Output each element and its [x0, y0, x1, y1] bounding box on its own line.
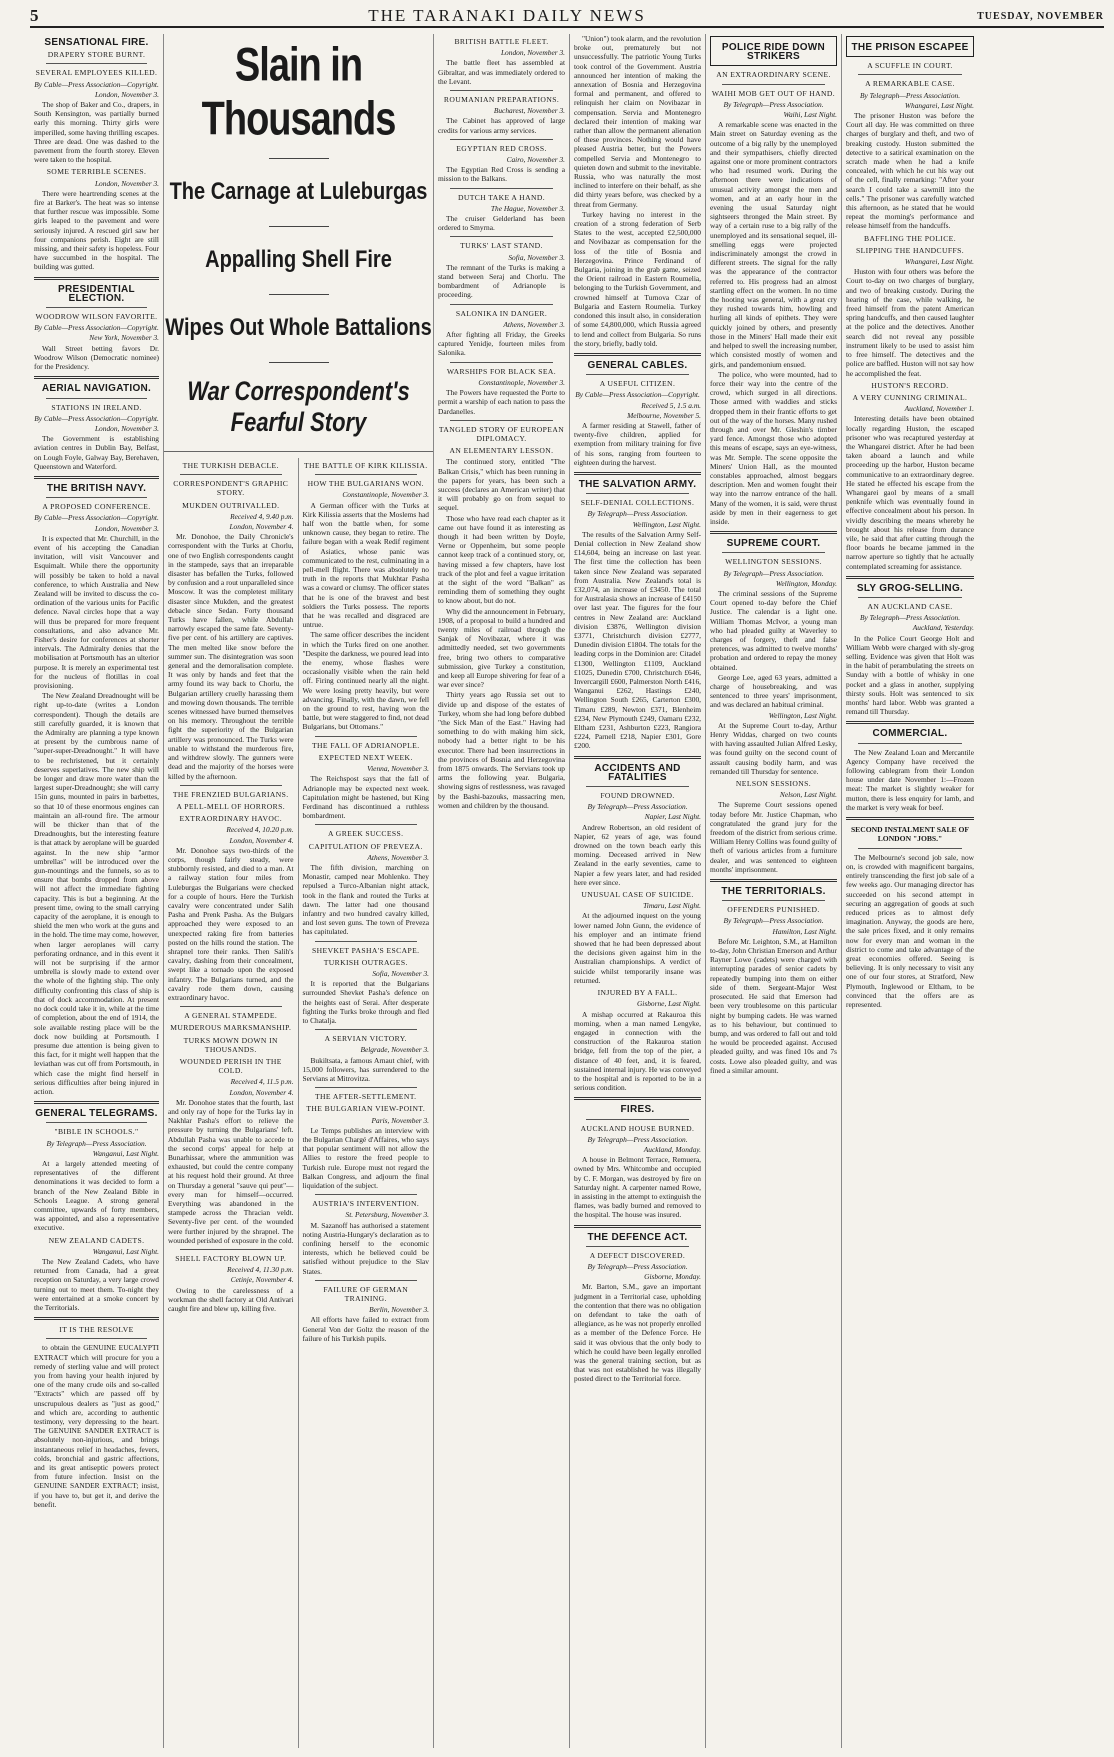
- byline: By Telegraph—Press Association.: [723, 99, 824, 109]
- dateline: Sofia, November 3.: [372, 968, 429, 978]
- article-paragraph: A mishap occurred at Rakauroa this morning, when a man named Lengyke, engaged in connection with the construction of the Rakauroa station bridge, fell from the top of the pier, a distance of 40 feet, and, it is feared, sustained internal injury. He was conveyed to the hospital and is reported to be in a serious condition.: [574, 1009, 701, 1093]
- subhead: MUKDEN OUTRIVALLED.: [182, 500, 280, 510]
- divider: [34, 277, 159, 280]
- subhead: TURKS MOWN DOWN IN THOUSANDS.: [183, 1035, 278, 1054]
- dateline: New York, November 3.: [89, 333, 159, 343]
- dateline: Melbourne, November 5.: [627, 410, 701, 420]
- subhead: THE TURKISH DEBACLE.: [182, 461, 279, 470]
- divider: [46, 1122, 147, 1123]
- byline: By Telegraph—Press Association.: [587, 1261, 688, 1271]
- article-paragraph: Mr. Barton, S.M., gave an important judgment in a Territorial case, upholding the contention that there was no obligation on defendant to take the oath of allegiance, as he was not properly enrolled as a member of the Defence Force. He said it was obvious that the only body to which he could have been legally enrolled was the general training section, but as that was not established he was illegally posted direct to the Territorial force.: [574, 1282, 701, 1384]
- paper-title: THE TARANAKI DAILY NEWS: [368, 6, 646, 25]
- headline: GENERAL TELEGRAMS.: [35, 1108, 158, 1120]
- column-6: [706, 34, 842, 1748]
- advert-text: The Melbourne's second job sale, now on, is crowded with magnificent bargains, entirely transcending the first job sale of a few weeks ago. Our managing director has succeeded on his second attempt in securing an aggregation of goods at such reduced prices as to almost defy imagination. Anyway, the goods are here, the sale prices fixed, and it only remains now for every man and woman in the district to come and take advantage of the great economies offered. Seeing is believing. It is only necessary to visit any one of our four stores, at Stratford, New Plymouth, Inglewood or Eltham, to be convinced that the offers are as represented.: [846, 852, 974, 1010]
- dateline: Auckland, November 1.: [904, 404, 974, 414]
- dateline: Belgrade, November 3.: [360, 1045, 429, 1055]
- page-date: TUESDAY, NOVEMBER: [977, 10, 1104, 22]
- column-5: [570, 34, 706, 1748]
- subhead: INJURED BY A FALL.: [597, 988, 678, 998]
- subhead: SLIPPING THE HANDCUFFS.: [855, 245, 964, 255]
- banner-subhead: The Carnage at Luleburgas: [169, 178, 428, 206]
- divider: [34, 1101, 159, 1104]
- dateline: Nelson, Last Night.: [779, 790, 837, 800]
- article-paragraph: Owing to the carelessness of a workman the shell factory at Old Antivari caught fire and blew up, killing five.: [168, 1285, 294, 1314]
- byline: By Telegraph—Press Association.: [587, 1134, 688, 1144]
- divider: [586, 493, 689, 494]
- article-paragraph: Before Mr. Leighton, S.M., at Hamilton to-day, John Christian Emerson and Arthur Rayner Lowe (cadets) were charged with interrupting parades of senior cadets by repeatedly bumping into them on either side of them. Sergeant-Major West prosecuted. He said that Emerson had been very troublesome on this particular night by bumping cadets. He was warned as to his behaviour, but continued to bump, and was ordered to fall out and told he would be proceeded against. Accused pleaded guilty, and was fined 10s and 7s costs. Lowe also pleaded guilty, and was fined a similar amount.: [710, 936, 837, 1075]
- article-paragraph: Bukiltsata, a famous Arnaut chief, with 15,000 followers, has surrendered to the Servians at Mitrovitza.: [302, 1055, 429, 1083]
- byline: By Cable—Press Association—Copyright.: [34, 413, 159, 423]
- dateline: Received 4, 9.40 p.m.: [230, 511, 294, 521]
- dateline: Gisborne, Monday.: [644, 1272, 701, 1282]
- subhead: A GREEK SUCCESS.: [328, 829, 404, 839]
- subhead: HUSTON'S RECORD.: [871, 380, 949, 390]
- article-paragraph: The remnant of the Turks is making a stand between Seraj and Chorlu. The bombardment of Adrianople is proceeding.: [438, 262, 565, 300]
- article-paragraph: A farmer residing at Stawell, father of twenty-five children, applied for exemption from military training for five of his sons, ranging from fourteen to eighteen during the harvest.: [574, 420, 701, 467]
- subhead: EXTRAORDINARY HAVOC.: [179, 814, 282, 824]
- divider: [315, 1087, 418, 1088]
- divider: [180, 1249, 282, 1250]
- divider: [846, 817, 974, 820]
- subhead: AN ELEMENTARY LESSON.: [449, 446, 554, 456]
- headline: THE PRISON ESCAPEE: [851, 42, 969, 53]
- subhead: THE AFTER-SETTLEMENT.: [315, 1092, 417, 1102]
- advert-text: to obtain the GENUINE EUCALYPTI EXTRACT which will procure for you a remedy of sterling value and will protect you from having your health injured by one of the many crude oils and so-called "Extracts" which are passed off by unscrupulous dealers as "just as good," and which are, according to authentic testimony, very depressing to the heart. The GENUINE SANDER EXTRACT is absolutely non-injurious, and brings instantaneous relief in headaches, fevers, colds, bronchial and gastric affections, and its great antiseptic powers protect from future infection. Insist on the GENUINE SANDER EXTRACT; insist, if you have to, but get it, and derive the benefit.: [34, 1343, 159, 1509]
- article-paragraph: The Cabinet has approved of large credits for various army services.: [438, 116, 565, 135]
- dateline: Timaru, Last Night.: [643, 901, 701, 911]
- subhead: NELSON SESSIONS.: [735, 779, 812, 789]
- article-paragraph: The Egyptian Red Cross is sending a mission to the Balkans.: [438, 165, 565, 184]
- subhead: A GENERAL STAMPEDE.: [184, 1011, 278, 1021]
- subhead: CORRESPONDENT'S GRAPHIC STORY.: [173, 479, 289, 498]
- dateline: Received 4, 11.30 p.m.: [226, 1265, 294, 1275]
- divider: [574, 353, 701, 356]
- subhead: EXPECTED NEXT WEEK.: [318, 752, 413, 762]
- masthead: [30, 6, 1104, 28]
- article-paragraph: The police, who were mounted, had to force their way into the centre of the crowd, which surged in all directions. Those armed with waddies and sticks dropped them in their frantic efforts to get out of the way of the horses. Many rushed through and over Mr. Gleshin's timber yard fence. Amongst those who adopted this means of escape, says an eye-witness, was Mr. Semple. The scene opposite the Miners' Union Hall, as the mounted constables approached, almost beggars description. Men and women fought their way into the narrow entrance of the hall. Many of the women, it is said, were thrust aside by men in their eagerness to get inside.: [710, 369, 837, 526]
- dateline: London, November 3.: [500, 48, 565, 58]
- subhead: THE FRENZIED BULGARIANS.: [172, 789, 289, 799]
- dateline: Hamilton, Last Night.: [772, 926, 837, 936]
- banner-subcolumns: [164, 458, 433, 1748]
- divider: [34, 476, 159, 479]
- headline: SUPREME COURT.: [726, 538, 821, 550]
- subhead: BRITISH BATTLE FLEET.: [454, 37, 549, 46]
- subhead: EGYPTIAN RED CROSS.: [456, 143, 547, 153]
- dateline: Whangarei, Last Night.: [904, 257, 974, 267]
- divider: [450, 420, 553, 421]
- byline: By Telegraph—Press Association.: [723, 916, 824, 926]
- banner-headline: Slain in Thousands: [201, 39, 396, 146]
- dateline: Gisborne, Last Night.: [636, 999, 701, 1009]
- article-paragraph: The battle fleet has assembled at Gibraltar, and was immediately ordered to the Levant.: [438, 58, 565, 86]
- byline: By Telegraph—Press Association.: [859, 613, 961, 623]
- divider: [34, 376, 159, 379]
- subhead: A REMARKABLE CASE.: [865, 79, 955, 89]
- divider: [586, 1246, 689, 1247]
- article-paragraph: The New Zealand Dreadnought will be right up-to-date (writes a London correspondent). Though the details are still carefully guarded, it is known that the Admiralty are planning a type known at present by the cumbrous name of "super-super-Dreadnought." It will have to be rechristened, but it certainly deserves superlatives. The new ship will be longer and draw more water than the largest super-Dreadnought; she will carry 15in guns, mounted in pairs in barbettes, so that 10 of these enormous engines can maintain an all-round fire. The armour will be thicker than that of the Dreadnoughts, but the interesting feature is that attack by aeroplane will be guarded against. In the new ship "armor umbrellas" will be introduced over the gun-mountings and the funnels, so as to ensure that bombs dropped from above will not affect the immediate fighting capacity. This is but a beginning. At the present time, owing to the small carrying capacity of the aeroplane, it is enough to shield the men who work at the guns and in the hold. The time may come, however, when larger aeroplanes will carry perforating ordnance, and in this event it will not be surprising if the armor umbrella is slowly made to extend over the whole of the fighting ship. The only difficulty confronting this class of ship is that of dock accommodation. At present no dock could take it in, while at the time of completion, about the end of 1914, the sole available resting place will be the dock now building at Portsmouth. I presume due attention is being given to this fact, for it might well happen that the leviathan was cut off from Portsmouth, in which case the might find herself in serious difficulties after being injured in action.: [34, 691, 159, 1096]
- dateline: Auckland, Yesterday.: [912, 623, 974, 633]
- divider: [586, 786, 689, 787]
- article-paragraph: The shop of Baker and Co., drapers, in South Kensington, was partially burned early this morning. Thirty girls were imperilled, some having thrilling escapes. Three are dead. One was dashed to the pavement from the fourth storey. Eleven were taken to the hospital.: [34, 100, 159, 165]
- subhead: A PELL-MELL OF HORRORS.: [176, 801, 285, 811]
- divider: [269, 362, 329, 363]
- article-paragraph: Why did the announcement in February, 1908, of a proposal to build a hundred and twenty miles of railroad through the Sanjak of Novibazar, where it was admittedly needed, set two governments free, bring two others to comparative submission, give Turkey a constitution, and keep all Europe shivering for fear of a war ever since?: [438, 606, 565, 690]
- divider: [722, 900, 825, 901]
- article-paragraph: A remarkable scene was enacted in the Main street on Saturday evening as the outcome of a big rally by the unemployed and their sympathisers, chiefly directed against one or more prominent contractors who had resumed work. During the afternoon there were indications of unusual activity amongst the men and women, and at an early hour in the evening the usual Saturday night sightseers thronged the Main street. By way of a certain ruse to a big rally of the unemployed and its sensational sequel, ill-smelling eggs were projected indiscriminately amongst the crowd in different streets. The signal for the rally was the appearance of the contractor referred to. His progress had an almost startling effect on the women. In no time the hooting was general, with a great cry they rushed towards him, howling and hurling all kinds of epithets. They were quickly joined by others, and presently those in the Miners' Hall made their exit and helped to swell the increasing number, which consisted mostly of women and girls, and pandemonium ensued.: [710, 120, 837, 369]
- divider: [574, 1225, 701, 1228]
- article-paragraph: The criminal sessions of the Supreme Court opened to-day before the Chief Justice. The calendar is a light one. William Thomas McIvor, a young man who had pleaded guilty at Waverley to charges of forgery, theft and false pretences, was admitted to twelve months' probation and ordered to repay the money obtained.: [710, 588, 837, 672]
- subhead: SHEVKET PASHA'S ESCAPE.: [312, 945, 420, 955]
- divider: [315, 1194, 418, 1195]
- article-paragraph: Thirty years ago Russia set out to divide up and dispose of the estates of Turkey, whom she had long before dubbed "the Sick Man of the East." Having had something to do with making him sick, nobody had a better right to be his executor. There had been insurrections in the provinces of Bosnia and Herzegovina from 1875 onwards. The Servians took up arms the following year. Bulgaria, showing signs of restlessness, was ravaged by the Bashi-bazouks, massacring men, women and children by the thousand.: [438, 690, 565, 810]
- page-number: 5: [30, 6, 39, 25]
- subhead: DUTCH TAKE A HAND.: [457, 192, 546, 202]
- divider: [46, 307, 147, 308]
- divider: [315, 474, 418, 475]
- subhead: TURKISH OUTRAGES.: [323, 957, 408, 967]
- article-paragraph: Wall Street betting favors Dr. Woodrow Wilson (Democratic nominee) for the Presidency.: [34, 343, 159, 372]
- article-paragraph: The results of the Salvation Army Self-Denial collection in New Zealand show £14,604, being an increase on last year. The first time the collection has been taken since New Zealand was separated from Australia. New Zealand's total is £32,074, an increase of £3450. The total for Australasia shows an increase of £4150 over last year. The figures for the four centres in New Zealand are: Auckland division £3876, Wellington division £3771, Christchurch division £2777, Dunedin division £1804. The totals for the leading corps in the Dominion are: Citadel £1300, Wellington £1109, Auckland £1025, Dunedin £700, Christchurch £646, Invercargill £600, Palmerston North £416, Wanganui £262, Hastings £240, Wellington South £265, Carterton £300, Timaru £289, Newton £371, Blenheim £234, New Plymouth £249, Oamaru £232, Eltham £231, Ashburton £223, Rangiora £224, Parnell £218, Napier £301, Gore £200.: [574, 529, 701, 751]
- headline: POLICE RIDE DOWN STRIKERS: [721, 42, 826, 63]
- subhead: THE BATTLE OF KIRK KILISSIA.: [303, 461, 428, 470]
- dateline: Athens, November 3.: [367, 852, 429, 862]
- headline: PRESIDENTIAL ELECTION.: [58, 283, 135, 304]
- subhead: AUSTRIA'S INTERVENTION.: [312, 1199, 420, 1209]
- banner-subhead: Wipes Out Whole Battalions: [165, 314, 432, 342]
- divider: [846, 721, 974, 724]
- divider: [315, 736, 418, 737]
- headline: THE SALVATION ARMY.: [578, 478, 697, 490]
- article-paragraph: The same officer describes the incident in which the Turks fired on one another. "Despite the darkness, we poured lead into the enemy, whose flashes were occasionally visible when the rain held off. Firing continued nearly all the night. We were losing pretty heavily, but were advancing. Finally, with the dawn, we fell on the ground to rest, having won the battle, but were staggered to find, not dead Bulgarians, but Ottomans.": [302, 630, 429, 732]
- subhead: SOME TERRIBLE SCENES.: [46, 167, 147, 177]
- subhead: WOUNDED PERISH IN THE COLD.: [179, 1056, 282, 1076]
- byline: By Telegraph—Press Association.: [859, 90, 961, 100]
- divider: [269, 158, 329, 159]
- dateline: Sofia, November 3.: [508, 252, 565, 262]
- divider: [858, 597, 962, 598]
- article-paragraph: Mr. Donohoe states that the fourth, last and only ray of hope for the Turks lay in Nakhlar Pasha's effort to relieve the pressure by turning the Bulgarians' left. Abdullah Pasha was unable to accede to the second corps' appeal for help at Bunarhissar, where the ammunition was exhausted, but could the centre company at his request hold their ground. At three on Thursday a general "sauve qui peut"—every man for himself—occurred. Everything was abandoned in the stampede across the Thracian veldt. Seventy-five per cent. of the wounded were further injured by the shrapnel. The wounded perished of exposure in the cold.: [168, 1097, 294, 1245]
- dateline: Cetinje, November 4.: [230, 1275, 294, 1285]
- dateline: Wellington, Last Night.: [632, 519, 701, 529]
- byline: By Cable—Press Association—Copyright.: [575, 390, 700, 400]
- article-paragraph: Those who have read each chapter as it came out have found it as interesting as though it had been written by Doyle, Verne or Oppenheim, but some people cannot keep track of a continued story, or, having missed a few chapters, have lost track of the plot and feel a vague irritation at the sight of the word "Balkan" as reminding them of something they ought to know about, but do not.: [438, 513, 565, 606]
- divider: [315, 1280, 418, 1281]
- headline: AERIAL NAVIGATION.: [41, 383, 152, 395]
- dateline: Athens, November 3.: [503, 319, 565, 329]
- dateline: Napier, Last Night.: [644, 812, 701, 822]
- dateline: St. Petersburg, November 3.: [345, 1210, 429, 1220]
- headline: COMMERCIAL.: [872, 728, 948, 740]
- article-paragraph: Turkey having no interest in the creation of a strong federation of Serb States to the west, accepted £2,500,000 and Novibazar as compensation for the loss of the title of Bosnia and Herzegovina. Prince Ferdinand of Bulgaria, joining in the grab game, seized the Orient railroad in Eastern Roumelia, belonging to the Turkish Government, and crowned himself at Turnova Czar of Bulgaria and Eastern Roumelia. Turkey condoned this insult also, in consideration of some £4,800,000, which Russia agreed to lend and collect from Bulgaria. So runs the story, briefly, badly told.: [574, 209, 701, 348]
- subhead: AUCKLAND HOUSE BURNED.: [580, 1123, 695, 1133]
- article-paragraph: The cruiser Gelderland has been ordered to Smyrna.: [438, 214, 565, 233]
- headline: FIRES.: [620, 1104, 655, 1116]
- divider: [180, 785, 282, 786]
- byline: By Telegraph—Press Association.: [587, 509, 688, 519]
- column-1: [30, 34, 164, 1748]
- dateline: Received 4, 11.5 p.m.: [230, 1077, 294, 1087]
- dateline: Whangarei, Last Night.: [904, 100, 974, 110]
- dateline: London, November 3.: [94, 523, 159, 533]
- headline: THE BRITISH NAVY.: [46, 482, 147, 494]
- divider: [858, 74, 962, 75]
- divider: [858, 848, 962, 849]
- subhead: NEW ZEALAND CADETS.: [48, 1235, 145, 1245]
- main-banner: [164, 34, 433, 452]
- article-paragraph: A German officer with the Turks at Kirk Kilissia asserts that the Moslems had half won the battle when, for some unknown cause, they began to retire. The failure began with a weak Redif regiment of Asiatics, whose panic was communicated to the rest, culminating in a pell-mell flight. There was absolutely no truth in the reports that Mukhtar Pasha was a coward or clumsy. The officer states that he is one of the bravest and best soldiers the Turks possess. The reports that he was recalled and disgraced are untrue.: [302, 500, 429, 630]
- article-paragraph: The prisoner Huston was before the Court all day. He was committed on three charges of burglary and theft, and two of breaking custody. Huston submitted the detective to a satirical examination on the scratch made when he had a knife concealed, with which he cut his way out of the cell, finally remarking: "After your search I could take a sawmill into the cells." The prisoner was carefully watched this afternoon, as he stated that he would repeat the morning's performance and release himself from the handcuffs.: [846, 111, 974, 231]
- dateline: Auckland, Monday.: [643, 1144, 701, 1154]
- subhead: SALONIKA IN DANGER.: [455, 308, 548, 318]
- divider: [450, 362, 553, 363]
- article-paragraph: The Reichspost says that the fall of Adrianople may be expected next week. Capitulation might be hastened, but King Ferdinand has discontinued a ruthless bombardment.: [302, 774, 429, 821]
- divider: [315, 1029, 418, 1030]
- subhead: UNUSUAL CASE OF SUICIDE.: [581, 890, 694, 900]
- divider: [315, 824, 418, 825]
- byline: By Telegraph—Press Association.: [46, 1138, 147, 1148]
- divider: [586, 374, 689, 375]
- subhead: AN EXTRAORDINARY SCENE.: [716, 70, 831, 80]
- divider: [574, 472, 701, 475]
- columns: [30, 34, 1104, 1748]
- divider: [574, 1097, 701, 1100]
- divider: [450, 304, 553, 305]
- dateline: London, November 4.: [229, 835, 294, 845]
- subhead: SEVERAL EMPLOYEES KILLED.: [35, 68, 158, 78]
- divider: [450, 139, 553, 140]
- article-paragraph: After fighting all Friday, the Greeks captured Yenidje, fourteen miles from Salonika.: [438, 330, 565, 358]
- banner-subhead: War Correspondent's Fearful Story: [187, 375, 410, 437]
- subhead: TANGLED STORY OF EUROPEAN DIPLOMACY.: [438, 424, 565, 443]
- divider: [46, 1338, 147, 1339]
- article-paragraph: It is reported that the Bulgarians surrounded Shevket Pasha's defence on the heights east of Serai. After desperate fighting the Turks broke through and fled to Chatalja.: [302, 979, 429, 1025]
- article-paragraph: The New Zealand Loan and Mercantile Agency Company have received the following cablegram from their London house under date November 1:—Frozen meat: The market is slightly weaker for mutton, there is less enquiry for lamb, and the market is very weak for beef.: [846, 747, 974, 812]
- article-paragraph: The New Zealand Cadets, who have returned from Canada, had a great reception on Saturday, a very large crowd turning out to meet them. To-night they were entertained at a smoke concert by the Territorials.: [34, 1256, 159, 1312]
- divider: [450, 236, 553, 237]
- subhead: ROUMANIAN PREPARATIONS.: [443, 95, 560, 105]
- headline: SENSATIONAL FIRE.: [44, 37, 149, 48]
- column-4: [434, 34, 570, 1748]
- dateline: London, November 3.: [94, 178, 159, 188]
- subhead: A SCUFFLE IN COURT.: [867, 61, 953, 71]
- headline-box: [846, 36, 974, 57]
- subhead: MURDEROUS MARKSMANSHIP.: [170, 1023, 292, 1033]
- divider: [180, 474, 282, 475]
- dateline: Received 5, 1.5 a.m.: [641, 400, 701, 410]
- divider: [180, 1006, 282, 1007]
- article-paragraph: Huston with four others was before the Court to-day on two charges of burglary, and two of breaking custody. During the hearing of the case, while walking, he freed himself from the patent American spring handcuffs, and then caused laughter at the police and the detectives. Another search did not reveal any possible instrument likely to be used to assist him to free himself. The detectives and the police are baffled. Huston will not say how he accomplished the feat.: [846, 267, 974, 378]
- advert-heading: SECOND INSTALMENT SALE OF LONDON "JOBS.": [850, 825, 970, 844]
- divider: [450, 188, 553, 189]
- article-paragraph: The fifth division, marching on Monastir, camped near Mohlenko. They repulsed a Turco-Albanian night attack, took in the flank and routed the Turks at dawn. The latter had one thousand infantry and two hundred cavalry killed, and lost seven guns. The town of Preveza has capitulated.: [302, 862, 429, 937]
- dateline: Wanganui, Last Night.: [92, 1246, 159, 1256]
- article-paragraph: Andrew Robertson, an old resident of Napier, 62 years of age, was found drowned on the town beach early this morning. Deceased arrived in New Zealand in the early seventies, came to Napier a few years later, and had resided here ever since.: [574, 822, 701, 887]
- divider: [574, 756, 701, 759]
- article-paragraph: At a largely attended meeting of representatives of the different denominations it was decided to form a branch of the New Zealand Bible in Schools League. A strong general committee, upwards of forty members, was appointed, and also a representative executive.: [34, 1158, 159, 1233]
- article-paragraph: The Government is establishing aviation centres in Dublin Bay, Belfast, on Lough Foyle, Galway Bay, Berehaven, Queenstown and Waterford.: [34, 434, 159, 471]
- dateline: Wanganui, Last Night.: [92, 1148, 159, 1158]
- headline: THE DEFENCE ACT.: [587, 1231, 688, 1243]
- byline: By Telegraph—Press Association.: [723, 568, 824, 578]
- advert-heading: IT IS THE RESOLVE: [59, 1325, 134, 1335]
- headline: SLY GROG-SELLING.: [856, 582, 964, 594]
- article-paragraph: Interesting details have been obtained locally regarding Huston, the escaped prisoner who was recaptured yesterday at the Whangarei district. After he had been taken aboard a launch and while proceeding up the harbor, Huston became communicative to an extraordinary degree. He stated he effected his escape from the Whangarei gaol by means of a small penknife which was eventually found in effective concealment about his person. In vividly describing the means whereby he brought about his release from durance vile, he said that after cutting through the floor boards he became jammed in the narrow aperture so tightly that he actually contemplated screaming for assistance.: [846, 414, 974, 571]
- divider: [710, 531, 837, 534]
- divider: [269, 226, 329, 227]
- dateline: London, November 3.: [94, 89, 159, 99]
- subhead: AN AUCKLAND CASE.: [867, 601, 953, 611]
- subhead: A PROPOSED CONFERENCE.: [42, 502, 151, 512]
- subhead: A SERVIAN VICTORY.: [324, 1034, 407, 1044]
- subhead: STATIONS IN IRELAND.: [51, 402, 142, 412]
- divider: [722, 84, 825, 85]
- subhead: WARSHIPS FOR BLACK SEA.: [446, 366, 557, 376]
- subhead: THE BULGARIAN VIEW-POINT.: [306, 1104, 426, 1114]
- subhead: CAPITULATION OF PREVEZA.: [308, 841, 423, 851]
- subhead: A DEFECT DISCOVERED.: [589, 1250, 686, 1260]
- subhead: FAILURE OF GERMAN TRAINING.: [323, 1284, 409, 1304]
- subhead: TURKS' LAST STAND.: [460, 241, 543, 251]
- subhead: BAFFLING THE POLICE.: [863, 233, 957, 243]
- subhead: FOUND DROWNED.: [600, 791, 675, 801]
- dateline: Bucharest, November 3.: [493, 106, 565, 116]
- subhead: DRAPERY STORE BURNT.: [47, 50, 146, 60]
- article-paragraph: It is expected that Mr. Churchill, in the event of his accepting the Canadian invitation, will visit Vancouver and Esquimalt. While there the opportunity will possibly be taken to hold a naval conference, to which Australia and New Zealand will be invited to discuss the co-ordination of the various units for Pacific defence. Naval circles hope that a way will thus be prepared for more frequent consultations, and also advance Mr. Fisher's desire for conferences at shorter intervals. The Admiralty denies that the mobilisation at Portsmouth has an ulterior purpose. It is merely an experimental test for the nucleus of flotillas in coal provisioning.: [34, 533, 159, 690]
- divider: [46, 398, 147, 399]
- byline: By Cable—Press Association—Copyright.: [34, 513, 159, 523]
- article-paragraph: The Powers have requested the Porte to permit a warship of each nation to pass the Dardanelles.: [438, 388, 565, 416]
- dateline: Paris, November 3.: [371, 1115, 429, 1125]
- subhead: WOODROW WILSON FAVORITE.: [35, 312, 158, 322]
- divider: [586, 1119, 689, 1120]
- article-paragraph: Le Temps publishes an interview with the Bulgarian Chargé d'Affaires, who says that popular sentiment will not allow the Allies to restore the freed people to Turkish rule. Europe must not regard the Balkan Congress, and adjourn the final liquidation of the subject.: [302, 1125, 429, 1191]
- subhead: OFFENDERS PUNISHED.: [727, 905, 820, 915]
- divider: [710, 879, 837, 882]
- byline: By Cable—Press Association—Copyright.: [34, 323, 159, 333]
- article-paragraph: The Supreme Court sessions opened today before Mr. Justice Chapman, who congratulated the grand jury for the freedom of the district from serious crime. William Henry Collins was found guilty of theft of various articles from a furniture dealer, and was sentenced to eighteen months' imprisonment.: [710, 800, 837, 874]
- article-paragraph: At the adjourned inquest on the young lower named John Gunn, the evidence of his employer and an intimate friend showed that he had been depressed about the decisions given against him in the Australian championships. A verdict of suicide whilst temporarily insane was returned.: [574, 911, 701, 985]
- subhead: A VERY CUNNING CRIMINAL.: [852, 392, 968, 402]
- divider: [46, 497, 147, 498]
- dateline: Constantinople, November 3.: [342, 490, 429, 500]
- column-2: [164, 458, 299, 1748]
- banner-section: [164, 34, 434, 1748]
- article-paragraph: Mr. Donohoe, the Daily Chronicle's correspondent with the Turks at Chorlu, one of two English correspondents caught in the stampede, says that an irreparable disaster has befallen the Turks, followed by confusion and a rout unparalleled since Moscow. It was the completest military disaster since Mukden, and the greatest debacle since Sedan. Forty thousand Turks have fallen, while Abdullah narrowly escaped the same fate. Seventy-five per cent. of his artillery are captives. The men melted like snow before the summer sun. The disintegration was soon general and the demoralisation complete. It was only by hands and feet that the army found its way back to Chorlu, the Bulgarian artillery cruelly harassing them and mowing down thousands. The terrible scenes witnessed have burned themselves on his memory. Throughout the terrible fight the superiority of the Bulgarian artillery was pronounced. The Turks were unable to withstand the murderous fire, and withdrew slowly. The gunners were dead and the majority of the horses were killed by the afternoon.: [168, 532, 294, 781]
- divider: [846, 576, 974, 579]
- dateline: The Hague, November 3.: [490, 203, 565, 213]
- banner-subhead: Appalling Shell Fire: [205, 246, 392, 274]
- subhead: "BIBLE IN SCHOOLS.": [54, 1127, 139, 1137]
- article-paragraph: A house in Belmont Terrace, Remuera, owned by Mrs. Whitcombe and occupied by C. F. Morgan, was destroyed by fire on Saturday night. A carpenter named Rowe, in assisting in the attempt to extinguish the flames, was badly burned and removed to the hospital. The house was insured.: [574, 1155, 701, 1220]
- headline: THE TERRITORIALS.: [721, 886, 826, 898]
- dateline: Received 4, 10.20 p.m.: [226, 825, 294, 835]
- subhead: WAIHI MOB GET OUT OF HAND.: [711, 88, 836, 98]
- article-paragraph: "Union") took alarm, and the revolution broke out, prematurely but not unsuccessfully. The patriotic Young Turks took control of the Government. Austria announced her intention of making the annexation of Bosnia and Herzegovina formal and permanent, and offered to relinquish her claim on Novibazar in compensation. Servia and Montenegro declared their intention of making war rather than allow the permanent alienation of these provinces. Nothing would have pleased Austria better, but the Powers compelled Servia and Montenegro to quieten down and submit to the inevitable. Russia, who was naturally the most inclined to interfere on their behalf, as she did thirty years before, was checked by a threat from Germany.: [574, 34, 701, 209]
- dateline: Constantinople, November 3.: [478, 377, 565, 387]
- byline: By Telegraph—Press Association.: [587, 802, 688, 812]
- dateline: Vienna, November 3.: [367, 764, 429, 774]
- column-7: [842, 34, 978, 1748]
- article-paragraph: The continued story, entitled "The Balkan Crisis," which has been running in the papers for years, has been such a success (declares an American writer) that it will probably go on from sequel to sequel.: [438, 457, 565, 513]
- article-paragraph: George Lee, aged 63 years, admitted a charge of housebreaking, and was sentenced to three years' imprisonment, and was declared an habitual criminal.: [710, 672, 837, 710]
- subhead: THE FALL OF ADRIANOPLE.: [312, 740, 420, 750]
- subhead: HOW THE BULGARIANS WON.: [307, 479, 424, 489]
- dateline: Wellington, Monday.: [775, 578, 837, 588]
- article-paragraph: In the Police Court George Holt and William Webb were charged with sly-grog selling. Evidence was given that Holt was in the habit of perambulating the streets on Sunday with a bottle of whisky in one pocket and a glass in another, supplying thirsty souls. Holt was sentenced to six months' hard labor. Webb was granted a remand till Thursday.: [846, 633, 974, 717]
- dateline: London, November 3.: [94, 423, 159, 433]
- article-paragraph: At the Supreme Court to-day, Arthur Henry Widdas, charged on two counts with having assaulted Julian Alfred Lesky, was found guilty on the second count of assault causing bodily harm, and was remanded till Thursday for sentence.: [710, 720, 837, 776]
- article-paragraph: There were heartrending scenes at the fire at Barker's. The heat was so intense that further rescue was impossible. Some girls leaped to the pavement and were seriously injured. A rescued girl saw her four companions perish. Eight are still missing, and their safety is hopeless. Four have succumbed in the hospital. The building was gutted.: [34, 188, 159, 272]
- divider: [450, 90, 553, 91]
- dateline: London, November 4.: [229, 522, 294, 532]
- divider: [34, 1317, 159, 1320]
- dateline: Cairo, November 3.: [506, 155, 565, 165]
- byline: By Cable—Press Association—Copyright.: [34, 79, 159, 89]
- divider: [269, 294, 329, 295]
- article-paragraph: Mr. Donohoe says two-thirds of the corps, though fairly steady, were stubbornly resisted, and died to a man. At a railway station four miles from Luleburgas the Bulgarians were checked for a couple of hours. Here the Turkish cavalry were concentrated under Salih Pasha and Prenk Pasha. As the Bulgars approached they were exposed to an unexpected raking fire from batteries posted on the hills round the station. The shrapnel tore their ranks. Then Salih's cavalry, dashing from their concealment, swept like a tornado upon the exposed infantry. The Bulgarians turned, and the cavalry rode them down, causing extraordinary havoc.: [168, 845, 294, 1002]
- subhead: A USEFUL CITIZEN.: [599, 379, 676, 389]
- divider: [315, 941, 418, 942]
- headline: ACCIDENTS AND FATALITIES: [594, 762, 681, 783]
- column-3: [299, 458, 434, 1748]
- dateline: Waihi, Last Night.: [783, 110, 837, 120]
- dateline: London, November 4.: [229, 1087, 294, 1097]
- subhead: SHELL FACTORY BLOWN UP.: [175, 1254, 287, 1264]
- headline-box: [710, 36, 837, 66]
- divider: [722, 552, 825, 553]
- subhead: SELF-DENIAL COLLECTIONS.: [580, 498, 695, 508]
- subhead: WELLINGTON SESSIONS.: [725, 557, 822, 567]
- headline: GENERAL CABLES.: [587, 359, 688, 371]
- article-paragraph: All efforts have failed to extract from General Von der Goltz the reason of the failure of his Turkish pupils.: [302, 1315, 429, 1343]
- dateline: Wellington, Last Night.: [768, 710, 837, 720]
- divider: [858, 743, 962, 744]
- article-paragraph: M. Sazanoff has authorised a statement noting Austria-Hungary's declaration as to confining herself to the economic interests, which he believed could be satisfied without prejudice to the Slav States.: [302, 1220, 429, 1276]
- dateline: Berlin, November 3.: [369, 1305, 429, 1315]
- divider: [46, 63, 147, 64]
